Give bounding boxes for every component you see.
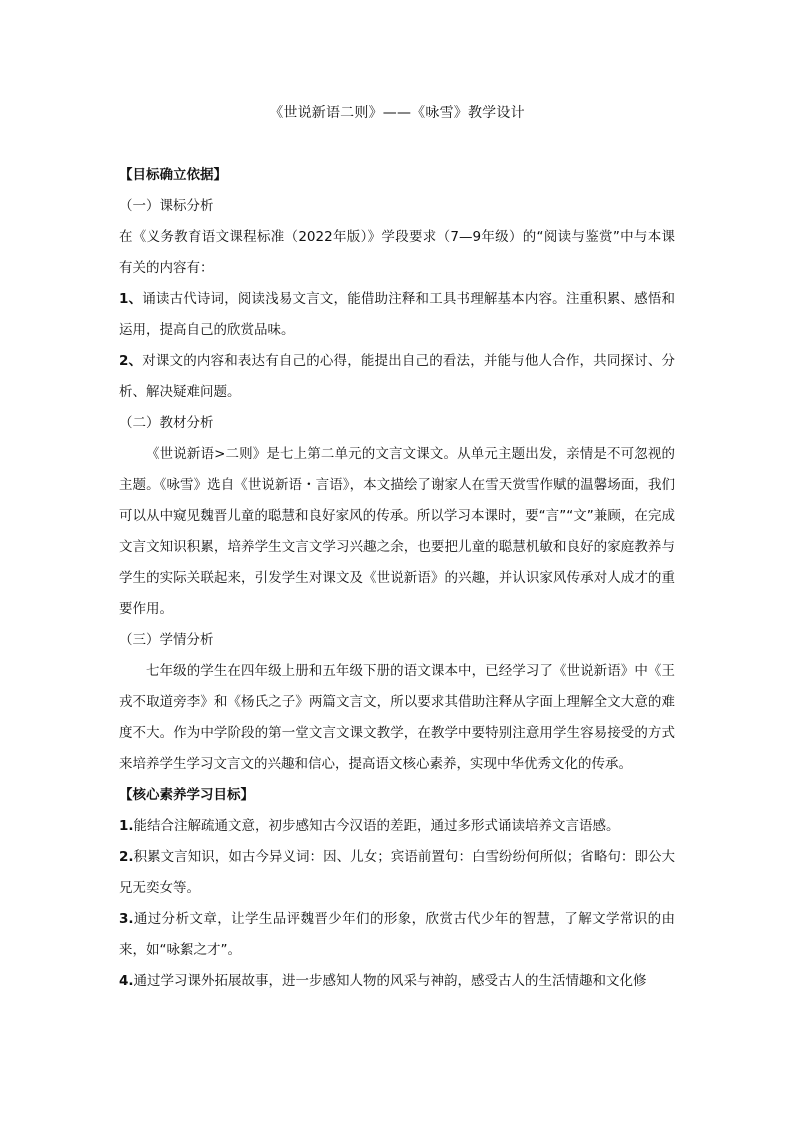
goal-item-number: 4. [119,973,134,989]
goal-item [119,904,675,966]
textbook-analysis-paragraph: 《世说新语>二则》是七上第二单元的文言文课文。从单元主题出发，亲情是不可忽视的 主题。《咏雪》选自《世说新语・言语》，本文描绘了谢家人在雪天赏雪作赋的温馨场面，我们可以从中窥见魏晋儿童的聪慧和良好家风的传承。所以学习本课时，要“言”“文”兼顾，在完成文言文知识积累，培养学生文言文学习兴趣之余，也要把儿童的聪慧机敏和良好的家庭教养与学生的实际关联起来，引发学生对课文及《世说新语》的兴趣，并认识家风传承对人成才的重要作用。 [119,446,675,617]
curriculum-item-text: 对课文的内容和表达有自己的心得，能提出自己的看法，并能与他人合作，共同探讨、分析、解决疑难问题。 [119,353,675,400]
goal-item [119,811,675,842]
subheading-textbook-analysis: （二）教材分析 [119,415,214,431]
student-analysis-paragraph: 七年级的学生在四年级上册和五年级下册的语文课本中，已经学习了《世说新语》中《王戎不取道旁李》和《杨氏之子》两篇文言文，所以要求其借助注释从字面上理解全文大意的难度不大。作为中学阶段的第一堂文言文课文教学，在教学中要特别注意用学生容易接受的方式来培养学生学习文言文的兴趣和信心，提高语文核心素养，实现中华优秀文化的传承。 [119,663,675,772]
subheading-curriculum-analysis: （一）课标分析 [119,198,214,214]
goal-item-number: 3. [119,911,134,927]
goal-item-text: 通过学习课外拓展故事，进一步感知人物的风采与神韵，感受古人的生活情趣和文化修 [133,973,647,989]
document-title: 《世说新语二则》——《咏雪》教学设计 [269,105,525,121]
goal-item-text: 通过分析文章，让学生品评魏晋少年们的形象，欣赏古代少年的智慧，了解文学常识的由来，如“咏絮之才”。 [119,911,675,958]
curriculum-item-number: 2、 [119,353,143,369]
curriculum-intro-paragraph: 在《义务教育语文课程标准（2022年版）》学段要求（7—9年级）的“阅读与鉴赏”中与本课有关的内容有： [119,229,675,276]
section-heading-basis: 【目标确立依据】 [119,167,227,183]
curriculum-item-text: 诵读古代诗词，阅读浅易文言文，能借助注释和工具书理解基本内容。注重积累、感悟和运用，提高自己的欣赏品味。 [119,291,675,338]
goal-item [119,966,675,997]
curriculum-item [119,346,675,408]
goal-item-number: 1. [119,818,134,834]
document-body [119,160,675,997]
section-heading-goals: 【核心素养学习目标】 [119,787,254,803]
curriculum-item-number: 1、 [119,291,143,307]
subheading-student-analysis: （三）学情分析 [119,632,214,648]
goal-item [119,842,675,904]
curriculum-item [119,284,675,346]
goal-item-number: 2. [119,849,134,865]
goal-item-text: 能结合注解疏通文意，初步感知古今汉语的差距，通过多形式诵读培养文言语感。 [133,818,620,834]
goal-item-text: 积累文言知识，如古今异义词：因、儿女；宾语前置句：白雪纷纷何所似；省略句：即公大兄无奕女等。 [119,849,675,896]
